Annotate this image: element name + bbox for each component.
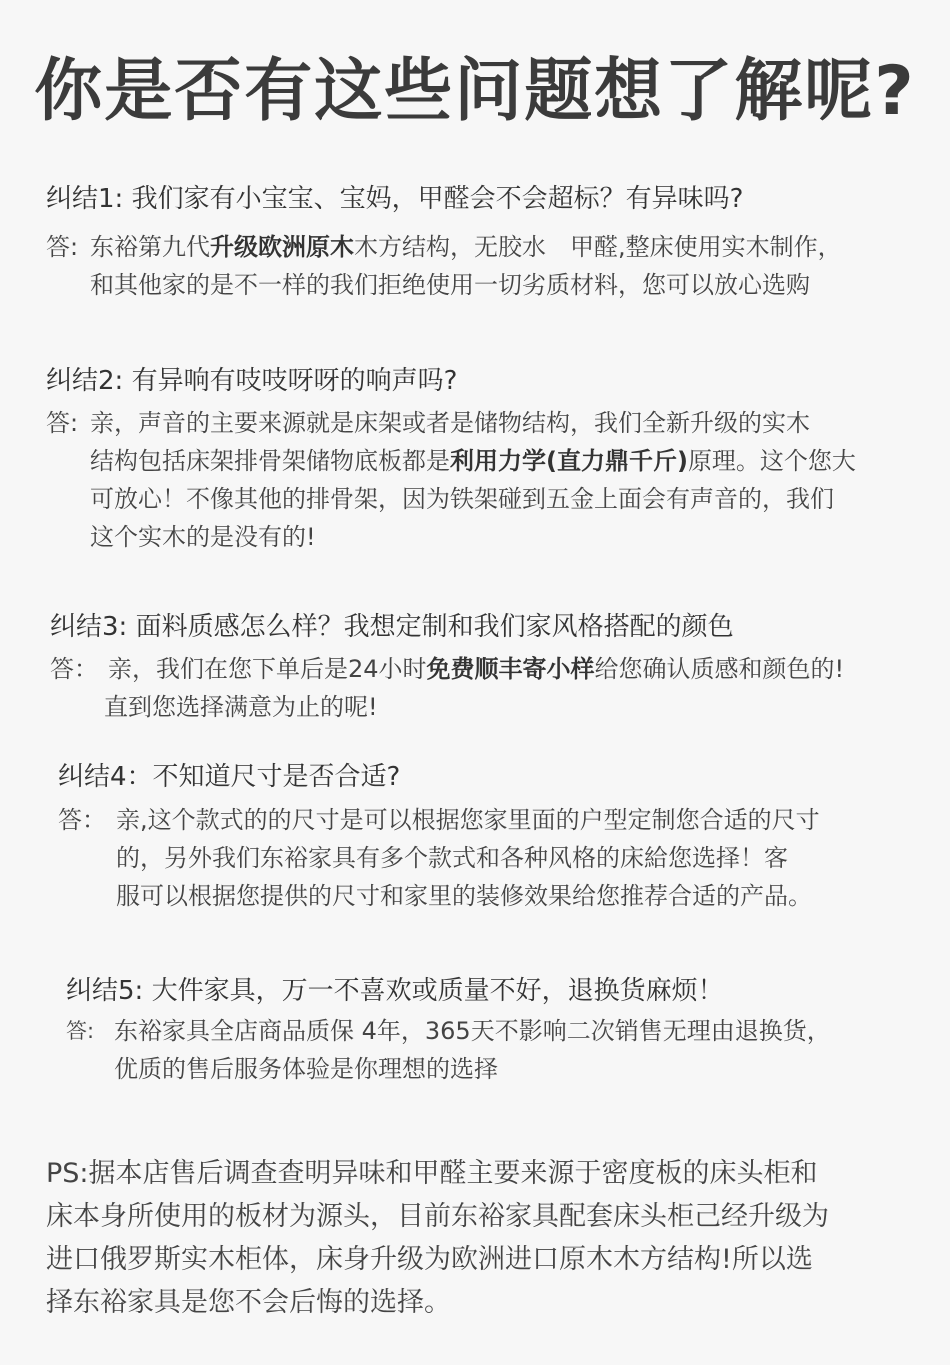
faq-question-4: 纠结4：不知道尺寸是否合适?: [58, 762, 401, 792]
page-title: 你是否有这些问题想了解呢?: [34, 52, 916, 131]
faq-answer-5: [66, 1012, 916, 1088]
ps-note: [46, 1152, 916, 1324]
ps-line: 进口俄罗斯实木柜体，床身升级为欧洲进口原木木方结构!所以选: [46, 1244, 813, 1275]
ps-line: 择东裕家具是您不会后悔的选择。: [46, 1287, 451, 1318]
answer-line: 东裕第九代升级欧洲原木木方结构，无胶水 甲醛,整床使用实木制作，: [90, 233, 842, 261]
answer-line: 服可以根据您提供的尺寸和家里的装修效果给您推荐合适的产品。: [116, 882, 812, 910]
faq-answer-1: [46, 228, 916, 304]
faq-question-5: 纠结5: 大件家具，万一不喜欢或质量不好，退换货麻烦！: [66, 976, 724, 1006]
faq-question-2: 纠结2: 有异响有吱吱呀呀的响声吗?: [46, 366, 458, 396]
answer-line: 可放心！不像其他的排骨架，因为铁架碰到五金上面会有声音的，我们: [90, 485, 834, 513]
answer-line: 东裕家具全店商品质保 4年，365天不影响二次销售无理由退换货，: [114, 1017, 831, 1045]
faq-answer-3: [50, 650, 920, 726]
answer-line: 亲，声音的主要来源就是床架或者是储物结构，我们全新升级的实木: [90, 409, 810, 437]
answer-label: 答：: [58, 806, 106, 834]
answer-line: 优质的售后服务体验是你理想的选择: [114, 1055, 498, 1083]
faq-answer-2: [46, 404, 916, 556]
ps-line: PS:据本店售后调查查明异味和甲醛主要来源于密度板的床头柜和: [46, 1158, 818, 1189]
answer-label: 答:: [46, 409, 79, 437]
answer-line: 亲,这个款式的的尺寸是可以根据您家里面的户型定制您合适的尺寸: [116, 806, 820, 834]
faq-question-1: 纠结1: 我们家有小宝宝、宝妈，甲醛会不会超标？有异味吗?: [46, 184, 744, 214]
answer-label: 答:: [66, 1019, 95, 1043]
answer-line: 的，另外我们东裕家具有多个款式和各种风格的床給您选择！客: [116, 844, 788, 872]
answer-line: 直到您选择满意为止的呢!: [104, 693, 378, 721]
ps-line: 床本身所使用的板材为源头，目前东裕家具配套床头柜己经升级为: [46, 1201, 829, 1232]
faq-answer-4: [58, 801, 918, 915]
answer-label: 答：: [50, 655, 98, 683]
answer-line: 亲，我们在您下单后是24小时免费顺丰寄小样给您确认质感和颜色的!: [108, 655, 845, 683]
answer-line: 和其他家的是不一样的我们拒绝使用一切劣质材料，您可以放心选购: [90, 271, 810, 299]
answer-line: 这个实木的是没有的!: [90, 523, 316, 551]
faq-question-3: 纠结3: 面料质感怎么样？我想定制和我们家风格搭配的颜色: [50, 612, 734, 642]
answer-label: 答:: [46, 233, 79, 261]
answer-line: 结构包括床架排骨架储物底板都是利用力学(直力鼎千斤)原理。这个您大: [90, 447, 856, 475]
